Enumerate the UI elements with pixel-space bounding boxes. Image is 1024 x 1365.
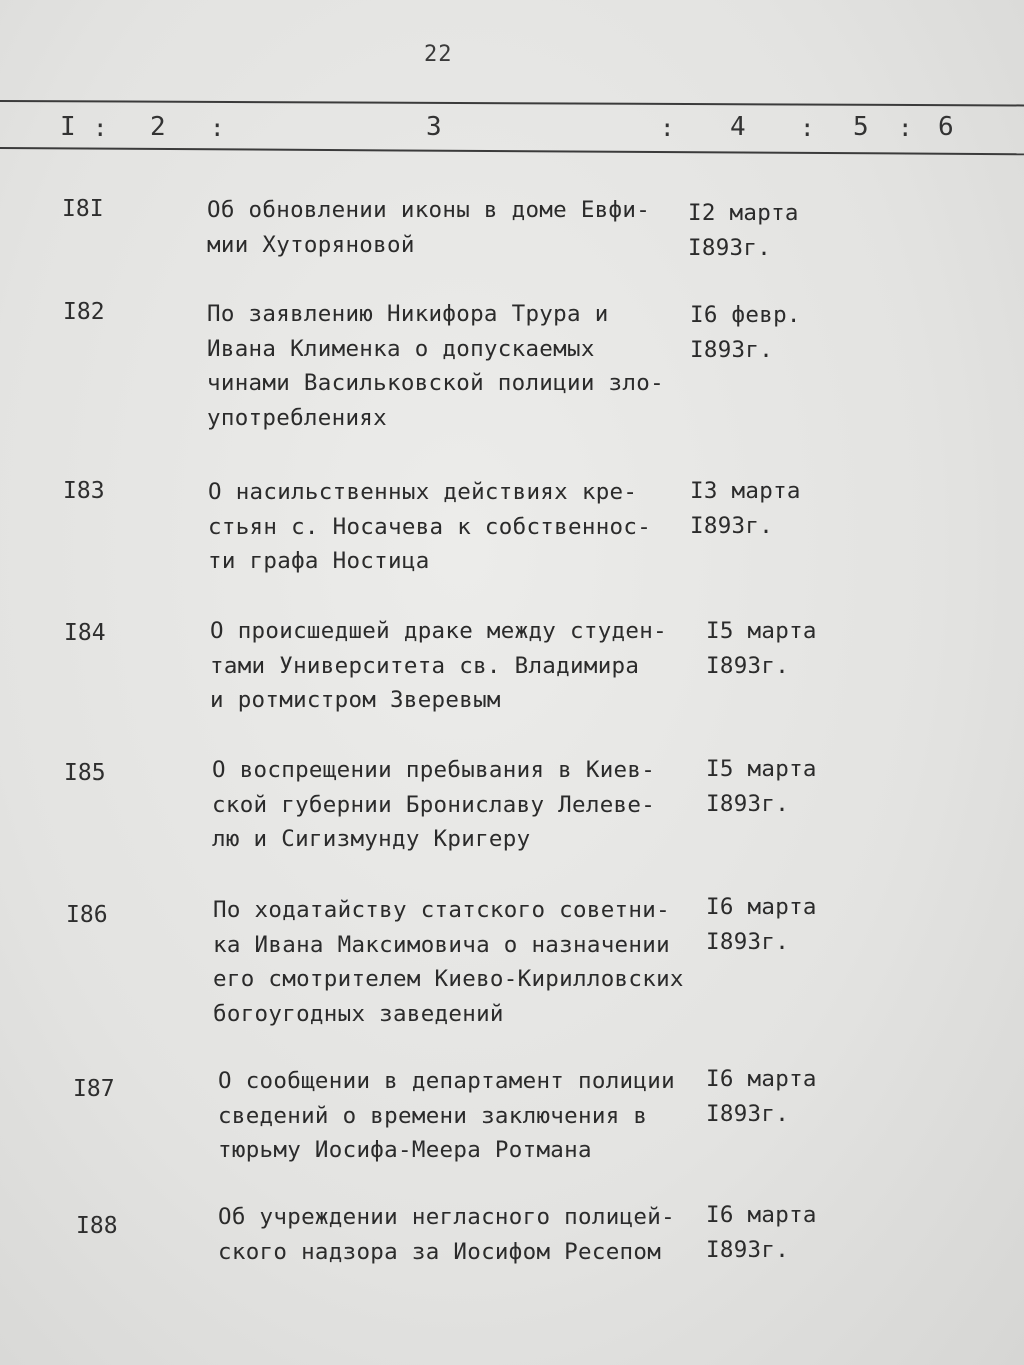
entry-description: [208, 475, 651, 579]
date-line: I893г.: [706, 928, 790, 955]
date-line: I6 марта: [706, 1202, 817, 1228]
entry-description: [218, 1200, 675, 1269]
entry-number: I8I: [62, 196, 104, 222]
description-line: По заявлению Никифора Труpа и: [207, 301, 609, 327]
column-header-3: 3: [426, 112, 442, 142]
date-line: I6 марта: [706, 1066, 817, 1092]
column-header-1: I: [60, 112, 76, 142]
entry-date: [706, 1062, 817, 1131]
description-line: Об учреждении негласного полицей-: [218, 1204, 675, 1230]
entry-description: [213, 893, 684, 1031]
description-line: сведений о времени заключения в: [218, 1102, 648, 1129]
description-line: О насильственных действиях кре-: [208, 479, 638, 505]
description-line: ти графа Ностица: [208, 548, 430, 574]
date-line: I893г.: [706, 652, 790, 679]
date-line: I893г.: [690, 336, 774, 363]
date-line: I893г.: [690, 512, 774, 539]
entry-number: I85: [64, 760, 106, 786]
description-line: ского надзора за Иосифом Ресепом: [218, 1238, 662, 1265]
date-line: I893г.: [688, 234, 772, 261]
date-line: I5 марта: [706, 618, 817, 644]
entry-date: [690, 474, 801, 543]
description-line: О сообщении в департамент полиции: [218, 1068, 675, 1094]
column-separator: :: [93, 114, 108, 142]
description-line: Об обновлении иконы в доме Евфи-: [207, 197, 651, 223]
entry-date: [706, 1198, 817, 1267]
description-line: стьян с. Носачева к собственнос-: [208, 513, 652, 540]
column-separator: :: [898, 114, 913, 142]
column-separator: :: [660, 114, 675, 142]
description-line: мии Хуторяновой: [207, 231, 415, 258]
description-line: и ротмистром Зверевым: [210, 687, 501, 713]
header-bottom-rule: [0, 147, 1024, 155]
description-line: лю и Сигизмунду Кригеру: [212, 826, 531, 852]
entry-number: I82: [63, 299, 105, 325]
entry-date: [706, 614, 817, 683]
entry-date: [706, 890, 817, 959]
column-separator: :: [800, 114, 815, 142]
date-line: I6 марта: [706, 894, 817, 920]
column-header-2: 2: [150, 112, 166, 142]
description-line: его смотрителем Киево-Кирилловских: [213, 966, 684, 992]
entry-number: I87: [73, 1076, 115, 1102]
column-header-4: 4: [730, 112, 746, 142]
description-line: ской губернии Брониславу Лелеве-: [212, 791, 656, 818]
description-line: тами Университета св. Владимира: [210, 652, 640, 679]
description-line: чинами Васильковской полиции зло-: [207, 370, 664, 396]
description-line: По ходатайству статского советни-: [213, 897, 670, 923]
entry-number: I88: [76, 1213, 118, 1239]
entry-description: [207, 193, 650, 262]
description-line: богоугодных заведений: [213, 1000, 504, 1027]
header-top-rule: [0, 100, 1024, 106]
description-line: употреблениях: [207, 404, 387, 431]
column-header-6: 6: [938, 112, 954, 142]
entry-number: I86: [66, 902, 108, 928]
date-line: I2 марта: [688, 200, 799, 226]
date-line: I893г.: [706, 790, 790, 817]
description-line: Ивана Клименка о допускаемых: [207, 335, 595, 362]
entry-date: [690, 298, 801, 367]
date-line: I893г.: [706, 1100, 790, 1127]
column-separator: :: [210, 114, 225, 142]
column-header-5: 5: [853, 112, 869, 142]
entry-description: [207, 297, 664, 435]
description-line: О происшедшей драке между студен-: [210, 618, 667, 644]
page-number: 22: [424, 42, 453, 67]
description-line: ка Ивана Максимовича о назначении: [213, 931, 670, 958]
date-line: I3 марта: [690, 478, 801, 504]
entry-description: [212, 753, 655, 857]
description-line: тюрьму Иосифа-Меера Ротмана: [218, 1137, 592, 1163]
entry-number: I83: [63, 478, 105, 504]
description-line: О воспрещении пребывания в Киев-: [212, 757, 656, 783]
date-line: I6 февр.: [690, 302, 801, 328]
entry-date: [706, 752, 817, 821]
entry-description: [210, 614, 667, 718]
date-line: I5 марта: [706, 756, 817, 782]
entry-description: [218, 1064, 675, 1168]
entry-date: [688, 196, 799, 265]
entry-number: I84: [64, 620, 106, 646]
date-line: I893г.: [706, 1236, 790, 1263]
